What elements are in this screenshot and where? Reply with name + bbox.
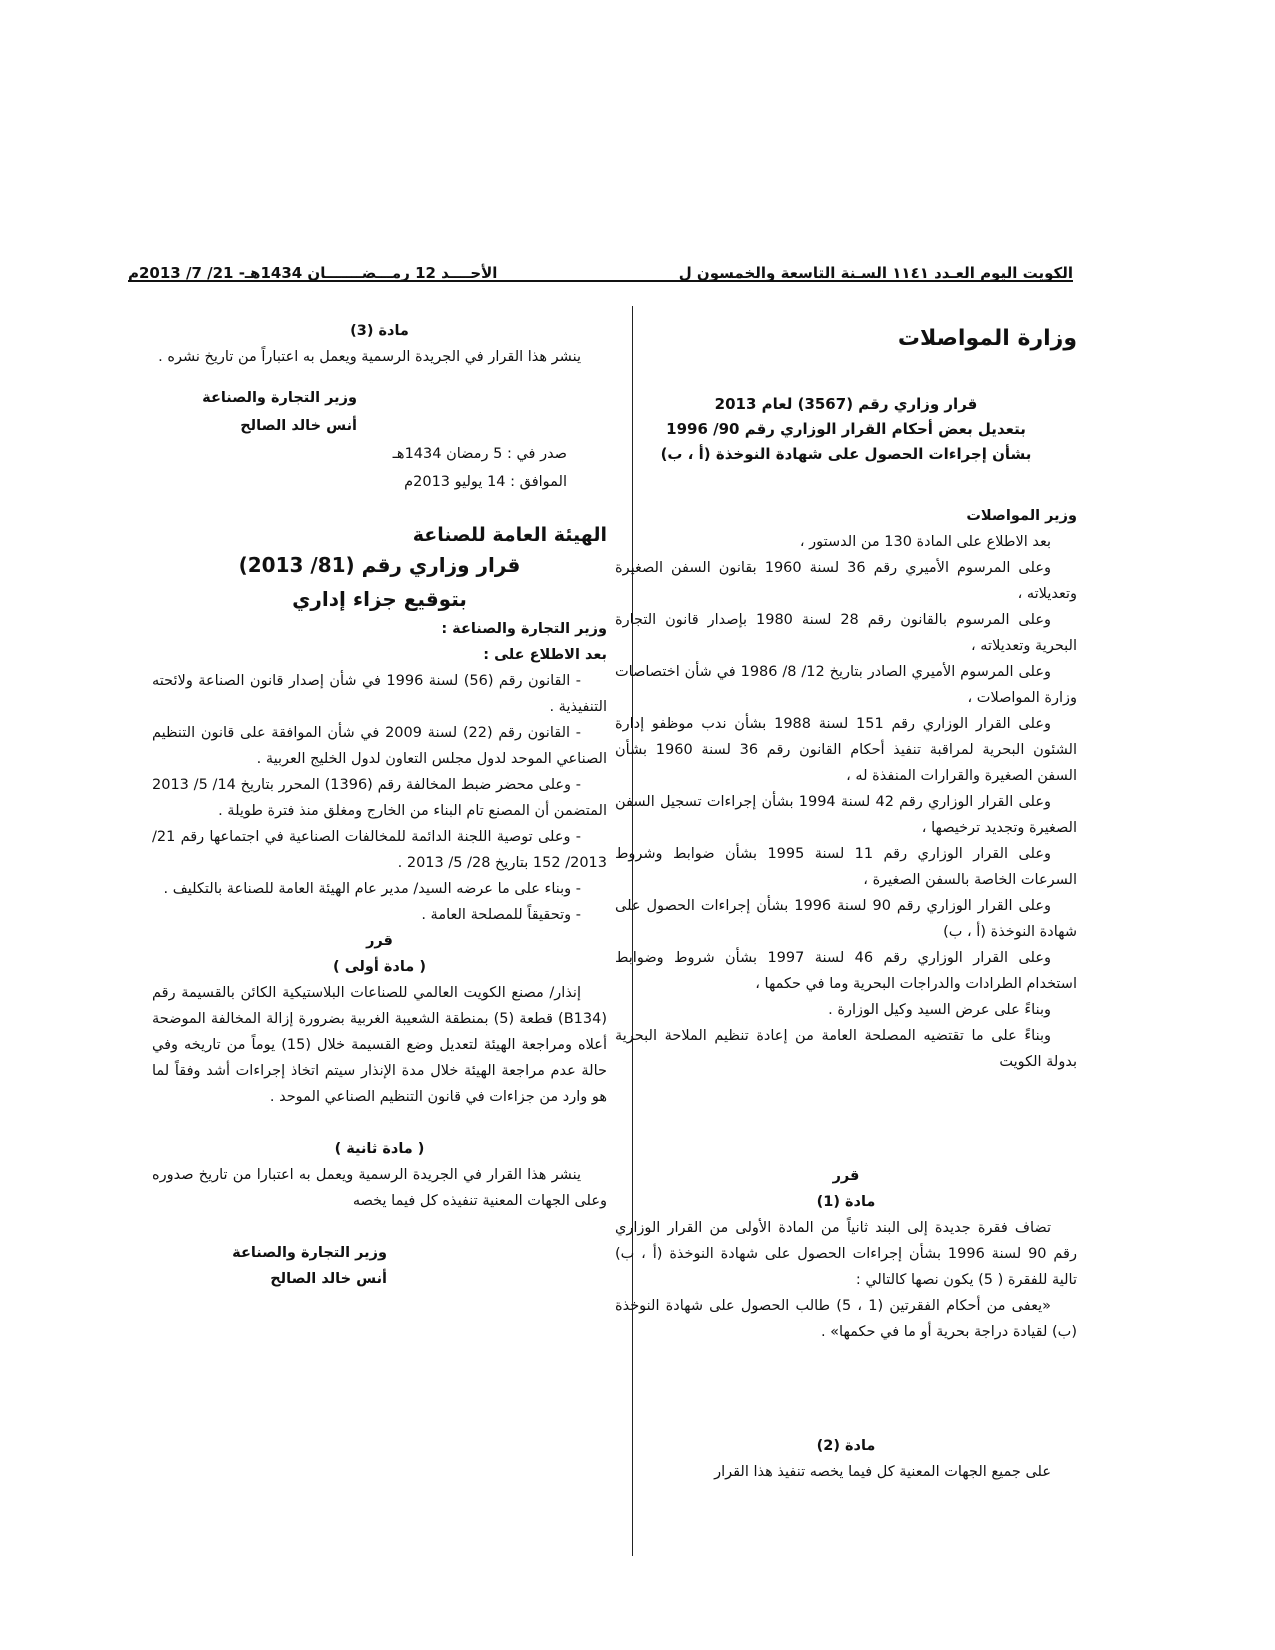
article-first-title: ( مادة أولى ) bbox=[333, 959, 426, 975]
preamble-2-clause: - وبناء على ما عرضه السيد/ مدير عام الهيئة العامة للصناعة بالتكليف . bbox=[163, 881, 581, 897]
preamble-2-clause: - وعلى توصية اللجنة الدائمة للمخالفات الصناعية في اجتماعها رقم 21/ 2013/ 152 بتاريخ 28/ 5/ 2013 . bbox=[152, 829, 607, 871]
decision-2-title bbox=[152, 548, 607, 616]
header-rule bbox=[128, 280, 1073, 282]
article-2-body: على جميع الجهات المعنية كل فيما يخصه تنفيذ هذا القرار bbox=[714, 1464, 1051, 1480]
preamble-clause: وعلى القرار الوزاري رقم 90 لسنة 1996 بشأن إجراءات الحصول على شهادة النوخذة (أ ، ب) bbox=[615, 898, 1077, 940]
decided-heading: قرر bbox=[832, 1168, 860, 1184]
preamble-clause: وعلى المرسوم الأميري رقم 36 لسنة 1960 بقانون السفن الصغيرة وتعديلاته ، bbox=[615, 560, 1077, 602]
article-3-body: ينشر هذا القرار في الجريدة الرسمية ويعمل به اعتباراً من تاريخ نشره . bbox=[158, 349, 581, 365]
article-first-body: إنذار/ مصنع الكويت العالمي للصناعات البلاستيكية الكائن بالقسيمة رقم (B134) قطعة (5) بمنطقة الشعيبة الغربية بضرورة إزالة المخالفة الموضحة أعلاه ومراجعة الهيئة لتعديل وضع القسيمة خلال (15) يوماً من تاريخه وفي حالة عدم مراجعة الهيئة خلال مدة الإنذار سيتم اتخاذ إجراءات أشد وفقاً لما هو وارد من جزاءات في قانون التنظيم الصناعي الموحد . bbox=[152, 985, 607, 1105]
preamble-2-clause: - وتحقيقاً للمصلحة العامة . bbox=[421, 907, 581, 923]
preamble-clause: وعلى القرار الوزاري رقم 42 لسنة 1994 بشأن إجراءات تسجيل السفن الصغيرة وتجديد ترخيصها ، bbox=[615, 794, 1077, 836]
signatory-2-line: أنس خالد الصالح bbox=[270, 1271, 387, 1287]
authority-title: الهيئة العامة للصناعة bbox=[412, 524, 607, 546]
after-review-heading: بعد الاطلاع على : bbox=[483, 647, 607, 663]
preamble-clause: وعلى القرار الوزاري رقم 11 لسنة 1995 بشأن ضوابط وشروط السرعات الخاصة بالسفن الصغيرة ، bbox=[615, 846, 1077, 888]
decision-title-line: بتعديل بعض أحكام القرار الوزاري رقم 90/ 1996 bbox=[666, 420, 1026, 438]
signatory-block bbox=[152, 384, 357, 440]
preamble-2 bbox=[152, 668, 607, 928]
preamble-clause: وعلى القرار الوزاري رقم 151 لسنة 1988 بشأن ندب موظفو إدارة الشئون البحرية لمراقبة تنفيذ أحكام القانون رقم 36 لسنة 1960 بشأن السفن الصغيرة والقرارات المنفذة له ، bbox=[615, 716, 1077, 784]
article-1-title: مادة (1) bbox=[816, 1194, 876, 1210]
article-2-title: مادة (2) bbox=[816, 1438, 876, 1454]
preamble-clause: وعلى المرسوم بالقانون رقم 28 لسنة 1980 بإصدار قانون التجارة البحرية وتعديلاته ، bbox=[615, 612, 1077, 654]
preamble-clause: بعد الاطلاع على المادة 130 من الدستور ، bbox=[799, 534, 1051, 550]
header-date: الأحــــد 12 رمـــضـــــــان 1434هـ- 21/ 7/ 2013م bbox=[128, 264, 498, 282]
preamble-2-clause: - القانون رقم (56) لسنة 1996 في شأن إصدار قانون الصناعة ولائحته التنفيذية . bbox=[152, 673, 607, 715]
decision-title-line: بشأن إجراءات الحصول على شهادة النوخذة (أ ، ب) bbox=[660, 445, 1032, 463]
preamble-clause: وبناءً على ما تقتضيه المصلحة العامة من إعادة تنظيم الملاحة البحرية بدولة الكويت bbox=[615, 1028, 1077, 1070]
signatory-block-2 bbox=[152, 1240, 387, 1292]
preamble-2-clause: - القانون رقم (22) لسنة 2009 في شأن الموافقة على قانون التنظيم الصناعي الموحد لدول مجلس التعاون لدول الخليج العربية . bbox=[152, 725, 607, 767]
preamble-clause: وعلى القرار الوزاري رقم 46 لسنة 1997 بشأن شروط وضوابط استخدام الطرادات والدراجات البحرية وما في حكمها ، bbox=[615, 950, 1077, 992]
issue-date: صدر في : 5 رمضان 1434هـ bbox=[392, 446, 567, 462]
signatory-line: أنس خالد الصالح bbox=[240, 418, 357, 434]
page-header bbox=[128, 248, 1073, 282]
signatory-line: وزير التجارة والصناعة bbox=[202, 390, 357, 406]
left-column bbox=[152, 318, 607, 1292]
right-column bbox=[615, 318, 1077, 1485]
decision-2-title-line: بتوقيع جزاء إداري bbox=[292, 587, 467, 611]
article-1-quote: «يعفى من أحكام الفقرتين (1 ، 5) طالب الحصول على شهادة النوخذة (ب) لقيادة دراجة بحرية أو ما في حكمها» . bbox=[615, 1298, 1077, 1340]
preamble-2-clause: - وعلى محضر ضبط المخالفة رقم (1396) المحرر بتاريخ 14/ 5/ 2013 المتضمن أن المصنع تام البناء من الخارج ومغلق منذ فترة طويلة . bbox=[152, 777, 607, 819]
preamble-clause: وبناءً على عرض السيد وكيل الوزارة . bbox=[828, 1002, 1051, 1018]
header-issue-info: الكويت اليوم العـدد ١١٤١ السـنة التاسعة والخمسون ل bbox=[678, 264, 1073, 282]
decided-heading-2: قرر bbox=[366, 933, 393, 949]
decision-2-title-line: قرار وزاري رقم (81/ 2013) bbox=[238, 553, 521, 577]
preamble-clause: وعلى المرسوم الأميري الصادر بتاريخ 12/ 8/ 1986 في شأن اختصاصات وزارة المواصلات ، bbox=[615, 664, 1077, 706]
minister-heading-2: وزير التجارة والصناعة : bbox=[441, 621, 607, 637]
article-3-title: مادة (3) bbox=[350, 323, 409, 339]
decision-title-line: قرار وزاري رقم (3567) لعام 2013 bbox=[714, 395, 978, 413]
corresponding-date: الموافق : 14 يوليو 2013م bbox=[404, 474, 567, 490]
preamble bbox=[615, 529, 1077, 1075]
article-1-body: تضاف فقرة جديدة إلى البند ثانياً من المادة الأولى من القرار الوزاري رقم 90 لسنة 1996 بشأن إجراءات الحصول على شهادة النوخذة (أ ، ب) تالية للفقرة ( 5) يكون نصها كالتالي : bbox=[615, 1220, 1077, 1288]
ministry-title: وزارة المواصلات bbox=[897, 326, 1077, 351]
article-second-body: ينشر هذا القرار في الجريدة الرسمية ويعمل به اعتبارا من تاريخ صدوره وعلى الجهات المعنية تنفيذه كل فيما يخصه bbox=[152, 1167, 607, 1209]
minister-heading: وزير المواصلات bbox=[966, 508, 1077, 524]
decision-title bbox=[615, 392, 1077, 467]
article-second-title: ( مادة ثانية ) bbox=[334, 1141, 425, 1157]
signatory-2-line: وزير التجارة والصناعة bbox=[232, 1245, 387, 1261]
